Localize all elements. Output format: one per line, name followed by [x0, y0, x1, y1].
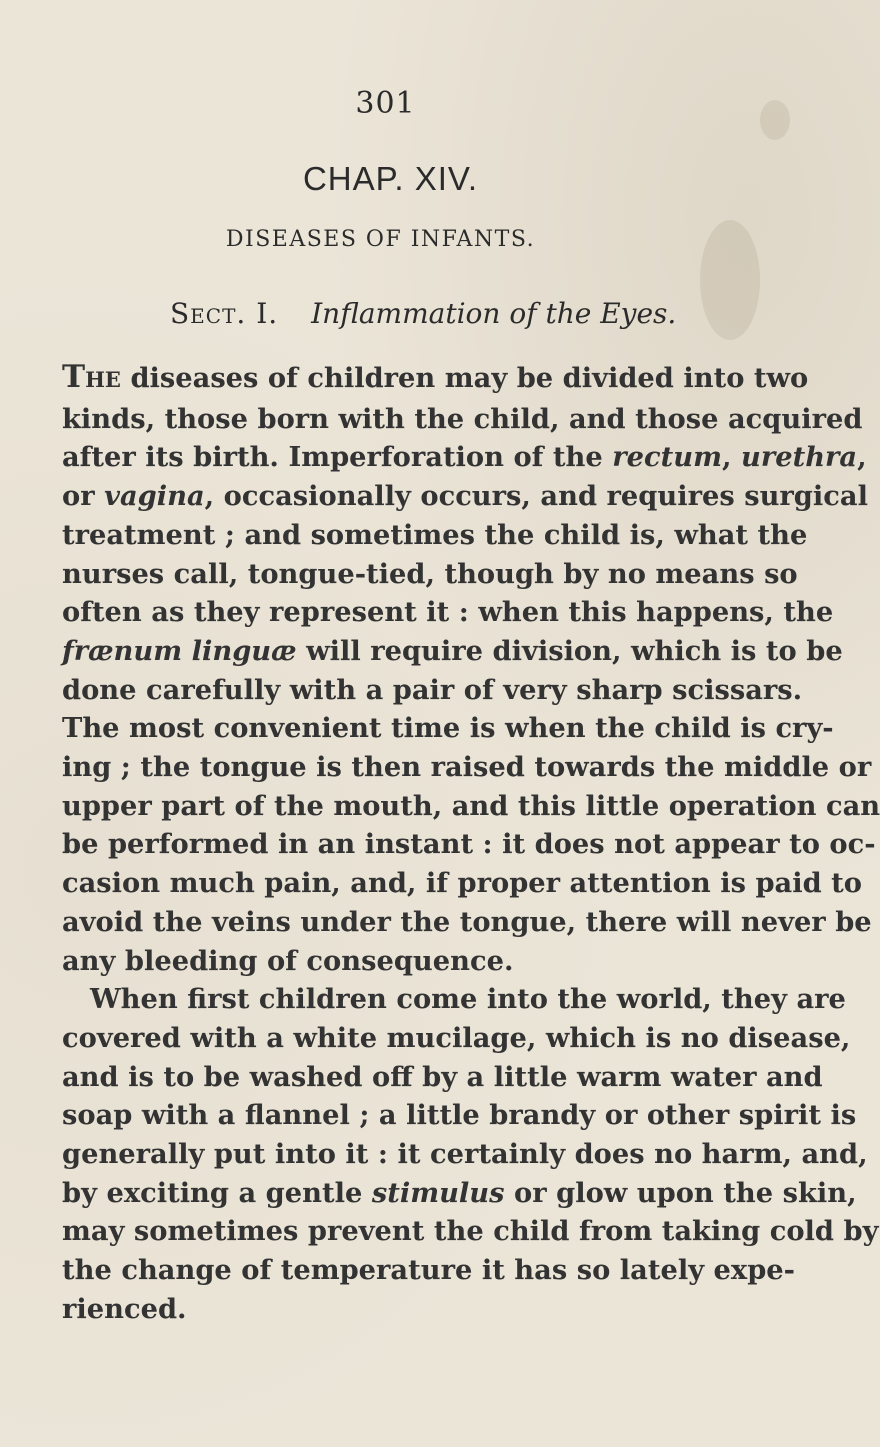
page-number: 301: [355, 86, 416, 121]
text-line: [62, 1135, 868, 1174]
line-text: or glow upon the skin,: [504, 1176, 857, 1209]
italic-term: stimulus: [371, 1176, 505, 1209]
line-text: diseases of children may be divided into two: [120, 362, 809, 394]
line-text: generally put into it : it certainly does no harm, and,: [62, 1138, 868, 1171]
text-line: [62, 1212, 879, 1251]
line-text: soap with a flannel ; a little brandy or other spirit is: [62, 1099, 857, 1132]
line-text: often as they represent it : when this happens, the: [62, 596, 834, 629]
text-line: [62, 1174, 857, 1213]
text-line: [62, 632, 843, 671]
line-text: by exciting a gentle: [62, 1176, 372, 1209]
line-text: after its birth. Imperforation of the: [62, 441, 613, 474]
italic-term: vagina: [104, 480, 205, 513]
text-line: [62, 1058, 823, 1097]
body-text: [62, 358, 880, 1329]
line-text: and is to be washed off by a little warm water and: [62, 1060, 823, 1093]
text-line: [62, 555, 798, 594]
chapter-title: CHAP. XIV.: [302, 160, 479, 197]
line-text: casion much pain, and, if proper attention is paid to: [62, 867, 862, 900]
text-line: [62, 980, 846, 1019]
line-text: treatment ; and sometimes the child is, what the: [62, 518, 808, 551]
text-line: [62, 903, 872, 942]
line-text: ,: [857, 441, 867, 474]
line-text: may sometimes prevent the child from taking cold by: [62, 1215, 879, 1248]
line-text: , occasionally occurs, and requires surgical: [204, 480, 868, 513]
line-text: be performed in an instant : it does not appear to oc-: [62, 828, 876, 861]
text-line: [62, 1251, 795, 1290]
text-line: [62, 1019, 851, 1058]
line-text: or: [62, 480, 105, 513]
italic-term: frænum linguæ: [62, 634, 297, 667]
italic-term: rectum: [612, 441, 722, 474]
line-text: ,: [721, 441, 741, 474]
text-line: [62, 942, 740, 981]
italic-term: urethra: [741, 441, 858, 474]
text-line: [62, 1290, 740, 1329]
initial-word-rest: HE: [85, 367, 121, 392]
text-line: [62, 864, 862, 903]
line-text: covered with a white mucilage, which is no disease,: [62, 1021, 851, 1054]
line-text: will require division, which is to be: [296, 634, 843, 667]
line-text: The most convenient time is when the child is cry-: [62, 712, 834, 745]
section-label: Sect. I.: [170, 297, 279, 330]
line-text: done carefully with a pair of very sharp scissars.: [62, 673, 803, 706]
text-line: [62, 671, 803, 710]
line-text: upper part of the mouth, and this little operation can: [62, 789, 880, 822]
section-heading: [170, 297, 676, 330]
initial-letter: T: [62, 359, 86, 395]
text-line: [62, 438, 867, 477]
line-text: rienced.: [62, 1292, 187, 1325]
line-text: kinds, those born with the child, and those acquired: [62, 402, 863, 435]
line-text: the change of temperature it has so lately expe-: [62, 1254, 795, 1287]
section-title: Inflammation of the Eyes.: [311, 297, 677, 330]
text-line: [62, 400, 863, 439]
line-text: nurses call, tongue-tied, though by no means so: [62, 557, 798, 590]
text-line: [62, 748, 872, 787]
text-line: [62, 825, 876, 864]
text-line: [62, 709, 834, 748]
line-text: When first children come into the world, they are: [90, 983, 846, 1016]
chapter-subtitle: DISEASES OF INFANTS.: [225, 227, 536, 252]
text-line: [62, 1096, 857, 1135]
text-line: [62, 477, 868, 516]
line-text: ing ; the tongue is then raised towards the middle or: [62, 751, 872, 784]
text-line: [62, 787, 880, 826]
text-line: [62, 516, 808, 555]
line-text: avoid the veins under the tongue, there will never be: [62, 905, 872, 938]
text-line: [62, 593, 834, 632]
line-text: any bleeding of consequence.: [62, 944, 514, 977]
text-line: [62, 358, 809, 400]
